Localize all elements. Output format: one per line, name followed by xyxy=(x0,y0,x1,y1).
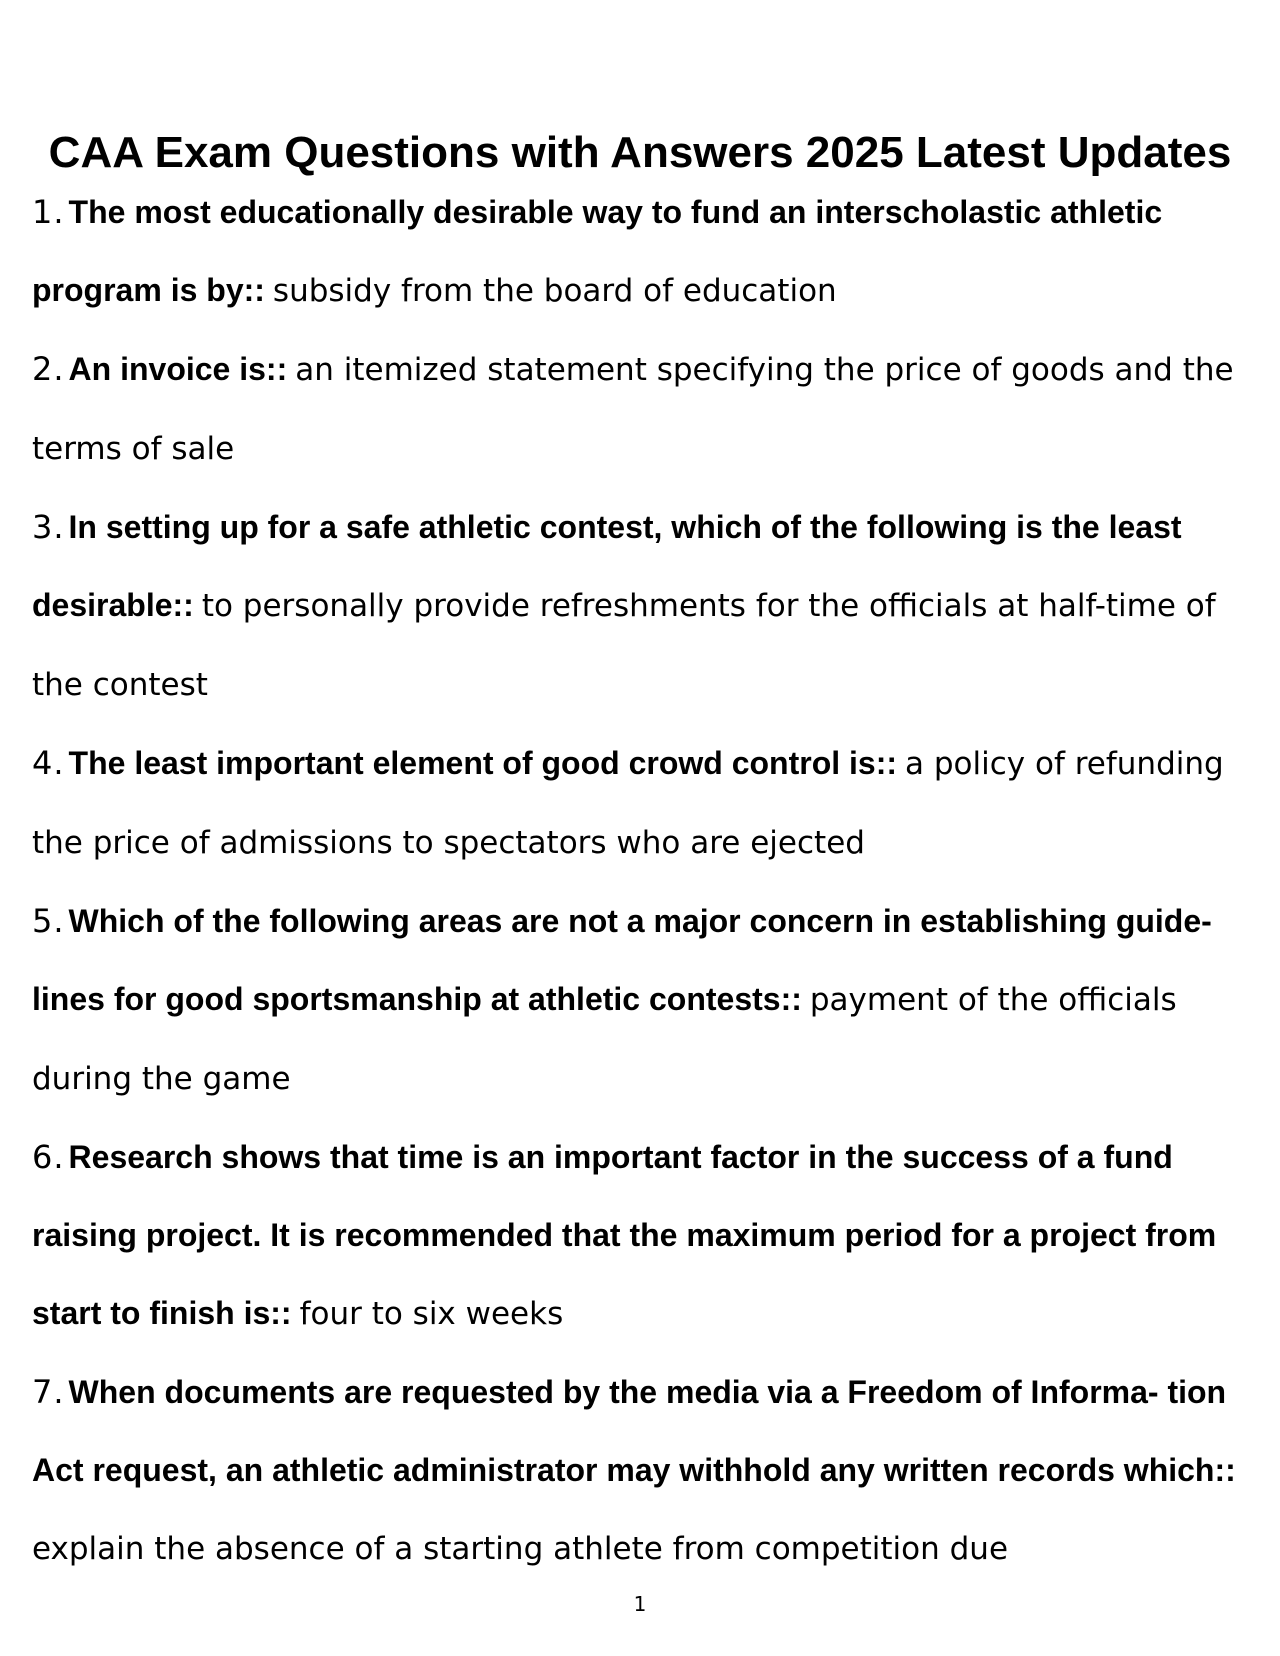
answer-text: four to six weeks xyxy=(299,1296,564,1332)
qa-item-2 xyxy=(32,330,1264,488)
qa-item-7 xyxy=(32,1353,1264,1588)
document-title: CAA Exam Questions with Answers 2025 Latest Updates xyxy=(48,128,1232,177)
item-number: 4. xyxy=(32,744,65,782)
question-text: Research shows that time is an important factor in the success of a fund raising project. It is recommended that the maximum period for a project from start to finish is:: xyxy=(32,1139,1217,1331)
question-text: The most educationally desirable way to fund an interscholastic athletic program is by:: xyxy=(32,194,1163,308)
answer-text: an itemized statement specifying the price of goods and the terms of sale xyxy=(32,352,1234,467)
qa-item-4 xyxy=(32,724,1264,882)
question-text: An invoice is:: xyxy=(68,351,288,387)
question-text: Which of the following areas are not a major concern in establishing guide- lines for good sportsmanship at athletic contests:: xyxy=(32,903,1212,1017)
item-number: 7. xyxy=(32,1373,65,1411)
answer-text: explain the absence of a starting athlete from competition due xyxy=(32,1531,1009,1567)
answer-text: subsidy from the board of education xyxy=(272,273,837,309)
answer-text: a policy of refunding the price of admissions to spectators who are ejected xyxy=(32,746,1224,861)
item-number: 6. xyxy=(32,1138,65,1176)
page-number: 1 xyxy=(633,1592,647,1616)
qa-item-3 xyxy=(32,488,1264,724)
qa-item-1 xyxy=(32,173,1264,330)
item-number: 2. xyxy=(32,350,65,388)
item-number: 5. xyxy=(32,902,65,940)
answer-text: payment of the officials during the game xyxy=(32,982,1177,1097)
qa-item-6 xyxy=(32,1118,1264,1353)
question-text: The least important element of good crowd control is:: xyxy=(68,745,898,781)
answer-text: to personally provide refreshments for the officials at half-time of the contest xyxy=(32,588,1216,703)
question-text: When documents are requested by the media via a Freedom of Informa- tion Act request, an athletic administrator may withhold any written records which:: xyxy=(32,1374,1236,1488)
item-number: 3. xyxy=(32,508,65,546)
item-number: 1. xyxy=(32,193,65,231)
question-text: In setting up for a safe athletic contest, which of the following is the least desirable:: xyxy=(32,509,1182,623)
qa-list xyxy=(32,173,1264,1588)
qa-item-5 xyxy=(32,882,1264,1118)
